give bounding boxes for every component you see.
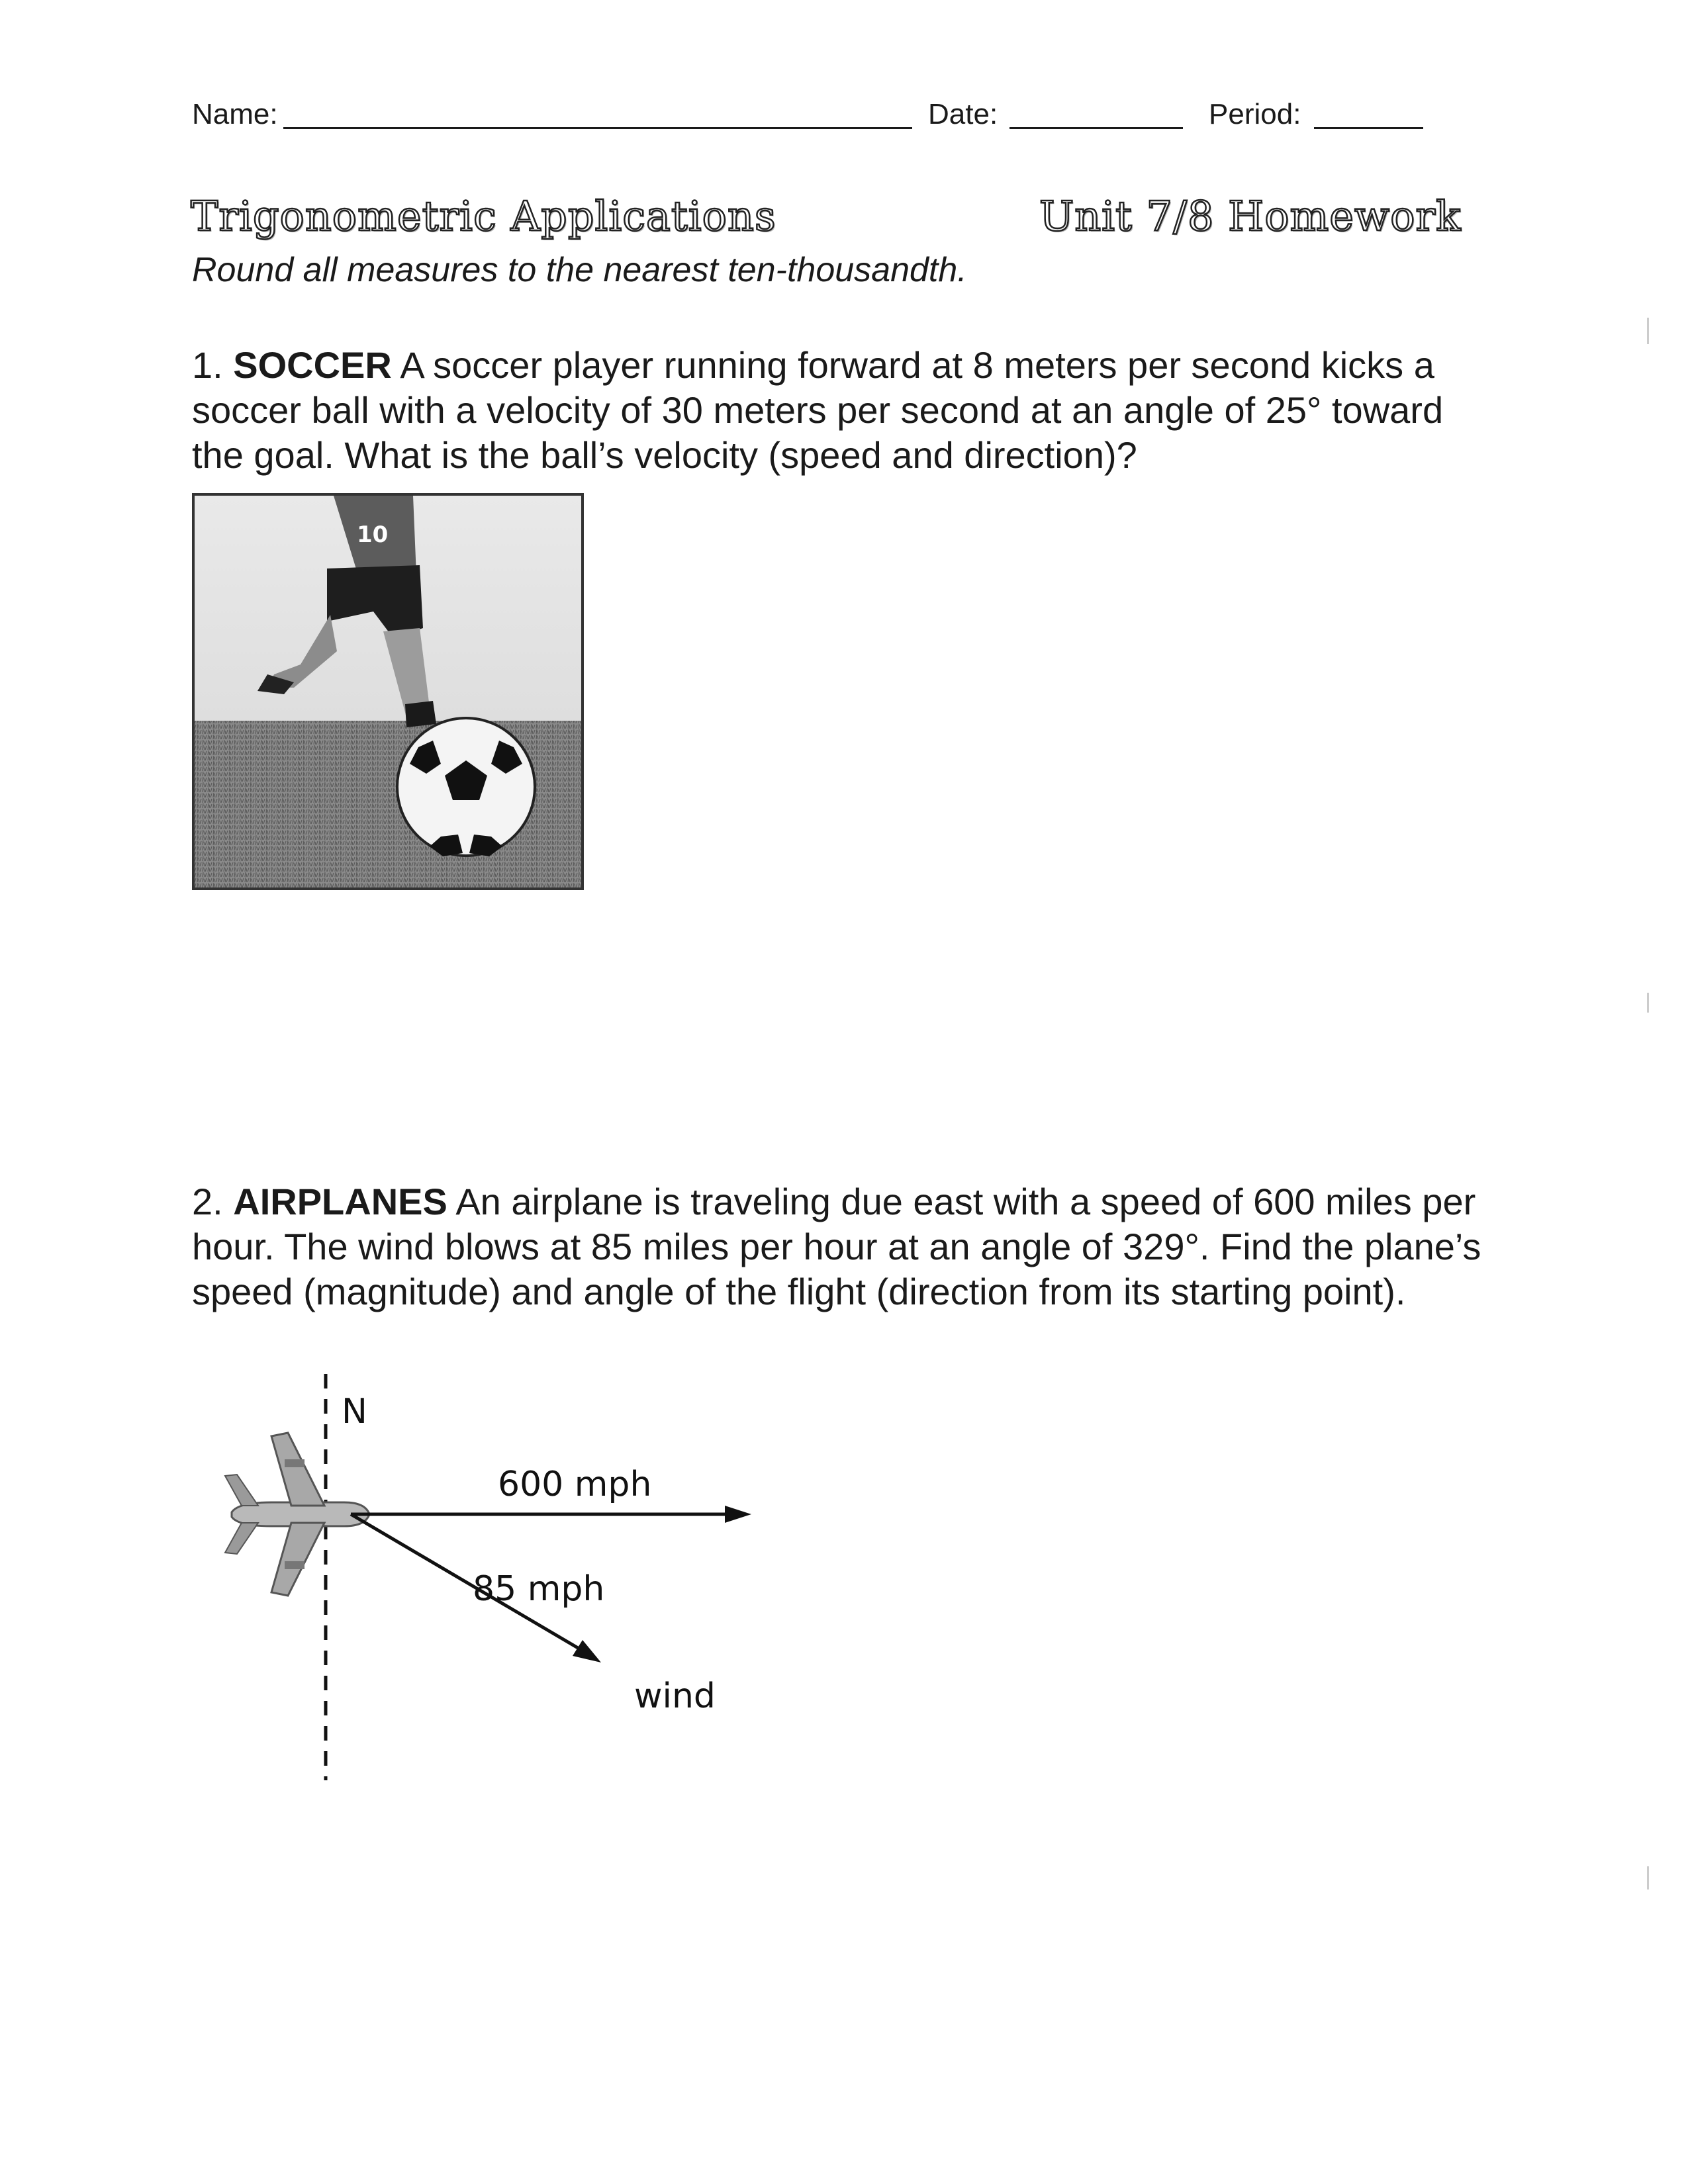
problem-2-text: An airplane is traveling due east with a speed of 600 miles per hour. The wind blows at 85 miles per hour at an angle of 329°. Find the plane’s speed (magnitude) and angle of the flight (direction from its starting point). [192,1181,1481,1312]
wind-arrowhead [573,1640,601,1662]
date-label: Date: [928,98,998,130]
worksheet-title: Trigonometric Applications [191,192,776,240]
period-field[interactable] [1314,127,1423,129]
soccer-ball-icon [397,718,535,856]
problem-2-keyword: AIRPLANES [233,1181,447,1222]
unit-title: Unit 7/8 Homework [1039,192,1462,240]
scan-artifact [1647,318,1649,344]
scan-artifact [1647,993,1649,1013]
date-field[interactable] [1009,127,1183,129]
problem-1-text: A soccer player running forward at 8 meters per second kicks a soccer ball with a velocity of 30 meters per second at an angle of 25° toward the goal. What is the ball’s velocity (speed and direction)? [192,344,1444,476]
jersey-number: 10 [357,522,389,548]
soccer-photo [192,493,584,890]
wind-speed-label: 85 mph [473,1569,605,1609]
name-label: Name: [192,98,278,130]
problem-2-number: 2. [192,1181,223,1222]
problem-1-keyword: SOCCER [233,344,392,386]
period-label: Period: [1209,98,1301,130]
problem-2 [192,1179,1489,1314]
wind-label: wind [634,1676,716,1716]
plane-speed-label: 600 mph [498,1465,652,1504]
plane-velocity-arrowhead [725,1506,751,1523]
airplane-icon [225,1433,369,1596]
name-field[interactable] [283,127,912,129]
airplane-vector-diagram [192,1370,788,1794]
scan-artifact [1647,1866,1649,1889]
north-label: N [342,1392,367,1432]
problem-1 [192,343,1489,478]
rounding-instruction: Round all measures to the nearest ten-thousandth. [192,251,967,289]
problem-1-number: 1. [192,344,223,386]
